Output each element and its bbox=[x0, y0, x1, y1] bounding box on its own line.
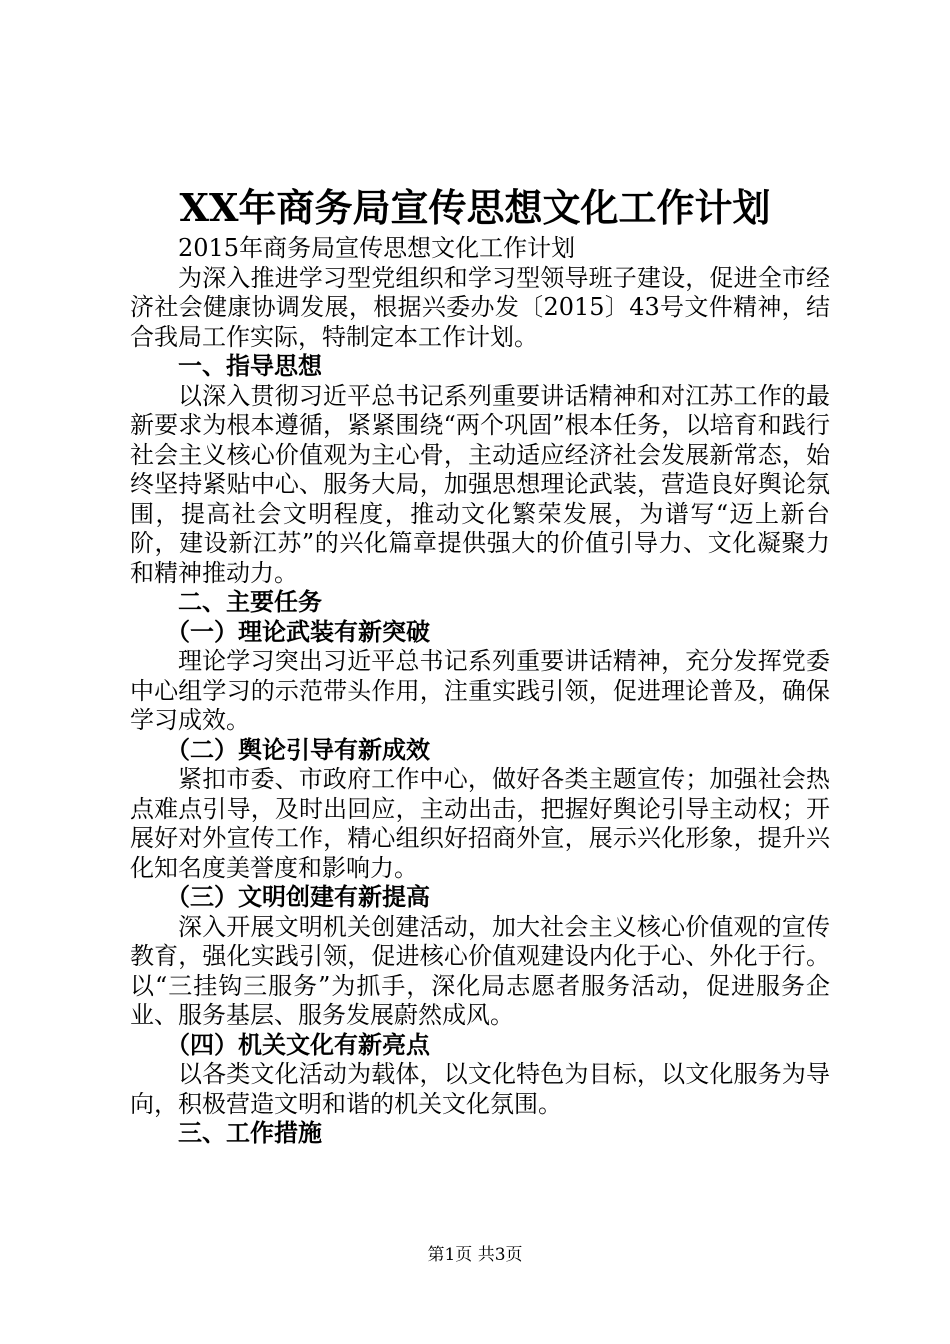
section-heading: 一、指导思想 bbox=[178, 352, 322, 380]
paragraph: 以深入贯彻习近平总书记系列重要讲话精神和对江苏工作的最新要求为根本遵循，紧紧围绕“两个巩固”根本任务，以培育和践行社会主义核心价值观为主心骨，主动适应经济社会发展新常态，始终坚持紧贴中心、服务大局，加强思想理论武装，营造良好舆论氛围，提高社会文明程度，推动文化繁荣发展，为谱写“迈上新台阶，建设新江苏”的兴化篇章提供强大的价值引导力、文化凝聚力和精神推动力。 bbox=[130, 381, 830, 587]
paragraph: 以各类文化活动为载体，以文化特色为目标，以文化服务为导向，积极营造文明和谐的机关文化氛围。 bbox=[130, 1060, 830, 1118]
page-number: 第1页 共3页 bbox=[427, 1245, 523, 1265]
paragraph: 2015年商务局宣传思想文化工作计划 bbox=[178, 234, 576, 262]
document-body bbox=[130, 234, 830, 1149]
paragraph: 为深入推进学习型党组织和学习型领导班子建设，促进全市经济社会健康协调发展，根据兴委办发〔2015〕43号文件精神，结合我局工作实际，特制定本工作计划。 bbox=[130, 263, 830, 351]
paragraph: 理论学习突出习近平总书记系列重要讲话精神，充分发挥党委中心组学习的示范带头作用，注重实践引领，促进理论普及，确保学习成效。 bbox=[130, 647, 830, 734]
subsection-heading: （四）机关文化有新亮点 bbox=[166, 1030, 430, 1059]
document-title: XX年商务局宣传思想文化工作计划 bbox=[179, 185, 771, 230]
subsection-heading: （一）理论武装有新突破 bbox=[166, 617, 430, 646]
section-heading: 三、工作措施 bbox=[178, 1119, 322, 1147]
subsection-heading: （三）文明创建有新提高 bbox=[166, 883, 430, 911]
paragraph: 深入开展文明机关创建活动，加大社会主义核心价值观的宣传教育，强化实践引领，促进核心价值观建设内化于心、外化于行。以“三挂钩三服务”为抓手，深化局志愿者服务活动，促进服务企业、服务基层、服务发展蔚然成风。 bbox=[130, 912, 830, 1029]
subsection-heading: （二）舆论引导有新成效 bbox=[166, 735, 430, 764]
paragraph: 紧扣市委、市政府工作中心，做好各类主题宣传；加强社会热点难点引导，及时出回应，主动出击，把握好舆论引导主动权；开展好对外宣传工作，精心组织好招商外宣，展示兴化形象，提升兴化知名度美誉度和影响力。 bbox=[130, 765, 830, 882]
section-heading: 二、主要任务 bbox=[178, 588, 322, 616]
